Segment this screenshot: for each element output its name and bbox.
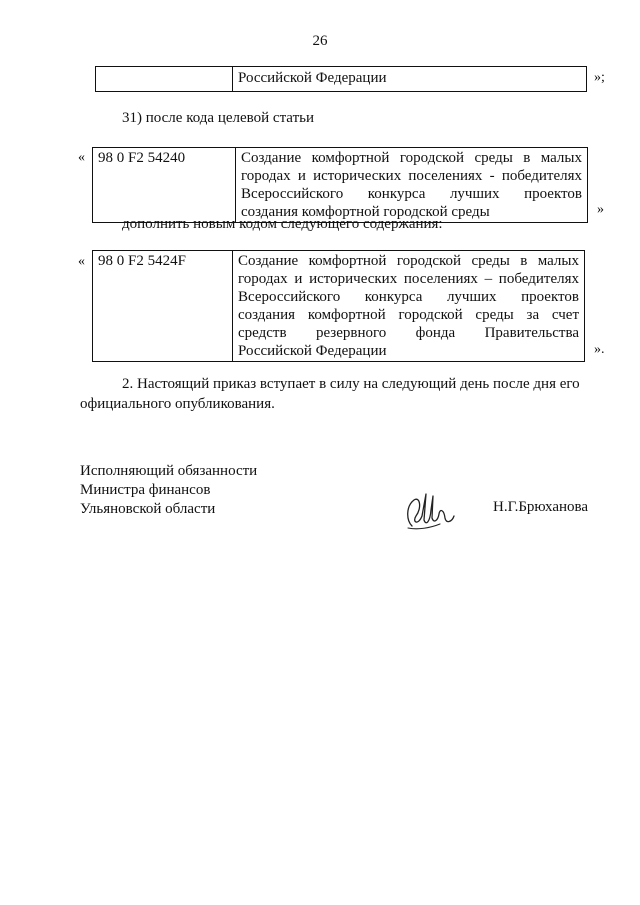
open-quote: «: [78, 254, 85, 269]
code-table-continuation: [95, 66, 587, 92]
description-line: Всероссийского конкурса лучших проектов: [241, 186, 582, 202]
signatory-title-line: Исполняющий обязанности: [80, 463, 258, 479]
add-code-text: дополнить новым кодом следующего содержания:: [122, 216, 443, 232]
description-cell: [233, 251, 585, 362]
signatory-title-line: Министра финансов: [80, 482, 211, 498]
paragraph-2-line2: официального опубликования.: [80, 396, 275, 412]
description-line: средств резервного фонда Правительства: [238, 325, 579, 341]
handwritten-signature: [400, 486, 458, 534]
description-line: создания комфортной городской среды за счет: [238, 307, 579, 323]
page-number: 26: [312, 33, 328, 49]
open-quote: «: [78, 150, 85, 165]
description-line: Российской Федерации: [238, 343, 387, 359]
code-cell: 98 0 F2 54240: [93, 148, 236, 223]
description-cell: Российской Федерации: [233, 67, 587, 92]
description-line: городах и исторических поселениях – победителях: [238, 271, 579, 287]
description-cell: [236, 148, 588, 223]
code-table-new: [92, 250, 585, 362]
paragraph-31: 31) после кода целевой статьи: [122, 110, 315, 126]
signatory-title-line: Ульяновской области: [80, 501, 216, 517]
signatory-title: [80, 462, 257, 519]
code-table-existing: [92, 147, 588, 223]
paragraph-2-line1: 2. Настоящий приказ вступает в силу на следующий день после дня его: [122, 376, 580, 392]
description-line: Создание комфортной городской среды в малых: [241, 150, 582, 166]
description-line: создания комфортной городской среды: [241, 204, 490, 220]
code-cell: 98 0 F2 5424F: [93, 251, 233, 362]
description-line: городах и исторических поселениях - победителях: [241, 168, 582, 184]
close-quote: »: [597, 202, 604, 217]
signatory-name: Н.Г.Брюханова: [493, 499, 589, 515]
code-cell: [96, 67, 233, 92]
description-line: Создание комфортной городской среды в малых: [238, 253, 579, 269]
close-quote: »;: [594, 70, 605, 85]
description-line: Всероссийского конкурса лучших проектов: [238, 289, 579, 305]
close-quote: ».: [594, 342, 605, 357]
